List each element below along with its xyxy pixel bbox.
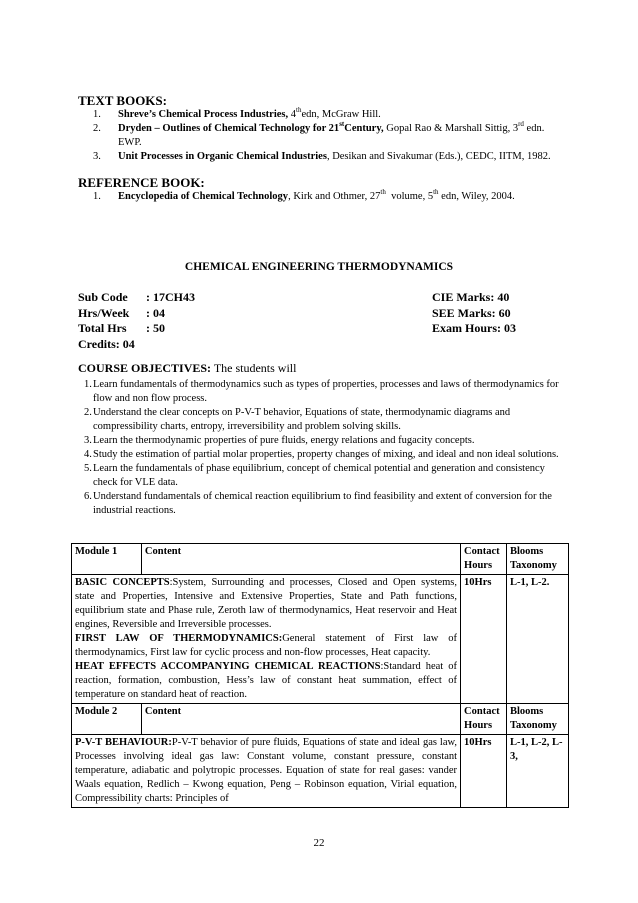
module-content: P-V-T BEHAVIOUR:P-V-T behavior of pure fluids, Equations of state and ideal gas law, Processes involving ideal gas law: Constant volume, constant pressure, constant temperature, adiabatic and polytropic processes. Equation of state for real gases: vander Waals equation, Redlich – Kwong equation, Peng – Robinson equation, Virial equation, Compressibility charts: Principles of xyxy=(72,735,461,808)
table-row xyxy=(72,575,569,704)
module-label: Module 1 xyxy=(72,544,142,575)
hours-label: Contact Hours xyxy=(461,544,507,575)
list-item: 4. Study the estimation of partial molar properties, property changes of mixing, and ideal and non ideal solutions. xyxy=(84,449,559,460)
table-header-row xyxy=(72,704,569,735)
textbooks-list xyxy=(78,108,568,164)
info-value: : 50 xyxy=(146,321,165,335)
course-info-right xyxy=(432,290,516,337)
contact-hours: 10Hrs xyxy=(461,735,507,808)
objectives-heading: COURSE OBJECTIVES: The students will xyxy=(78,361,297,375)
list-item: 3. Unit Processes in Organic Chemical Industries, Desikan and Sivakumar (Eds.), CEDC, IITM, 1982. xyxy=(93,151,551,162)
list-item: 6. Understand fundamentals of chemical reaction equilibrium to find feasibility and extent of conversion for the industrial reactions. xyxy=(84,491,552,516)
course-info-left xyxy=(78,290,195,352)
list-item: 1. Learn fundamentals of thermodynamics such as types of properties, processes and laws of thermodynamics for flow and non flow process. xyxy=(84,379,559,404)
reference-heading: REFERENCE BOOK: xyxy=(78,175,205,190)
info-marks: CIE Marks: 40 xyxy=(432,290,510,304)
info-value: : 17CH43 xyxy=(146,290,195,304)
list-item: 2. Dryden – Outlines of Chemical Technology for 21stCentury, Gopal Rao & Marshall Sittig, 3rd edn. EWP. xyxy=(93,120,545,148)
hours-label: Contact Hours xyxy=(461,704,507,735)
table-header-row xyxy=(72,544,569,575)
module-label: Module 2 xyxy=(72,704,142,735)
list-item: 1. Shreve’s Chemical Process Industries, 4thedn, McGraw Hill. xyxy=(93,106,381,120)
taxonomy-label: Blooms Taxonomy xyxy=(507,544,569,575)
list-item: 1. Encyclopedia of Chemical Technology, Kirk and Othmer, 27th volume, 5th edn, Wiley, 2004. xyxy=(93,188,515,202)
table-row xyxy=(72,735,569,808)
module-content: BASIC CONCEPTS:System, Surrounding and processes, Closed and Open systems, state and Properties, Intensive and Extensive Properties, State and Path functions, equilibrium state and Phase rule, Zeroth law of thermodynamics, Heat reservoir and Heat engines, Reversible and Irreversible processes. FIRST LAW OF THERMODYNAMICS:General statement of First law of thermodynamics, First law for cyclic process and non-flow processes, Heat capacity. HEAT EFFECTS ACCOMPANYING CHEMICAL REACTIONS:Standard heat of reaction, formation, combustion, Hess’s law of constant heat summation, effect of temperature on standard heat of reaction. xyxy=(72,575,461,704)
course-title: CHEMICAL ENGINEERING THERMODYNAMICS xyxy=(184,261,454,273)
taxonomy-label: Blooms Taxonomy xyxy=(507,704,569,735)
content-label: Content xyxy=(141,704,460,735)
textbooks-heading: TEXT BOOKS: xyxy=(78,93,167,108)
info-marks: Exam Hours: 03 xyxy=(432,321,516,335)
blooms-taxonomy: L-1, L-2. xyxy=(507,575,569,704)
objectives-list xyxy=(78,378,568,518)
contact-hours: 10Hrs xyxy=(461,575,507,704)
content-label: Content xyxy=(141,544,460,575)
info-label: Total Hrs xyxy=(78,321,127,335)
list-item: 3. Learn the thermodynamic properties of pure fluids, energy relations and fugacity concepts. xyxy=(84,435,475,446)
syllabus-table xyxy=(71,543,569,808)
list-item: 5. Learn the fundamentals of phase equilibrium, concept of chemical potential and generation and consistency check for VLE data. xyxy=(84,463,545,488)
blooms-taxonomy: L-1, L-2, L-3, xyxy=(507,735,569,808)
page-number: 22 xyxy=(313,837,325,849)
info-label: Credits: 04 xyxy=(78,336,135,351)
info-label: Sub Code xyxy=(78,290,128,304)
info-value: : 04 xyxy=(146,305,165,320)
info-marks: SEE Marks: 60 xyxy=(432,305,511,320)
info-label: Hrs/Week xyxy=(78,305,130,320)
list-item: 2. Understand the clear concepts on P-V-T behavior, Equations of state, thermodynamic diagrams and compressibility charts, entropy, irreversibility and problem solving skills. xyxy=(84,407,511,432)
reference-list xyxy=(78,190,568,204)
